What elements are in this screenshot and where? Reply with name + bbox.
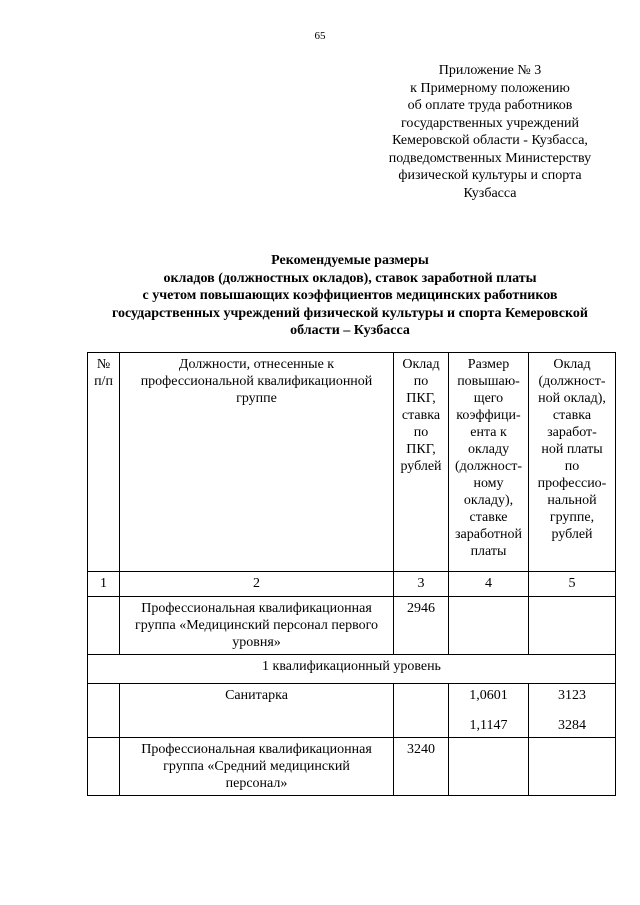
appendix-line: физической культуры и спорта: [398, 168, 582, 183]
group-name: Профессиональная квалификационная группа «Медицинский персонал первого уровня»: [120, 597, 394, 655]
column-number-row: [88, 572, 616, 597]
group-salary: 3240: [394, 738, 449, 796]
column-number: 2: [120, 572, 394, 597]
header-positions: Должности, отнесенные к профессиональной квалификационной группе: [120, 353, 394, 572]
group-salary: 2946: [394, 597, 449, 655]
column-number: 4: [449, 572, 529, 597]
header-final-salary: Оклад (должност- ной оклад), ставка заработ- ной платы по профессио- нальной группе, рублей: [529, 353, 616, 572]
salary-table: [87, 352, 616, 796]
column-number: 1: [88, 572, 120, 597]
appendix-line: подведомственных Министерству: [388, 150, 592, 166]
header-coefficient: Размер повышаю- щего коэффици- ента к окладу (должност- ному окладу), ставке заработной платы: [449, 353, 529, 572]
appendix-line: Приложение № 3: [438, 63, 542, 78]
title-line: области – Кузбасса: [290, 323, 410, 338]
table-row: [88, 684, 616, 738]
title-line: Рекомендуемые размеры: [271, 253, 429, 268]
appendix-line: Кемеровской области - Кузбасса,: [392, 133, 588, 148]
qualification-level: 1 квалификационный уровень: [88, 655, 616, 684]
appendix-line: к Примерному положению: [410, 80, 570, 96]
appendix-line: государственных учреждений: [401, 115, 579, 131]
appendix-line: Кузбасса: [463, 185, 517, 201]
title-line: окладов (должностных окладов), ставок заработной платы: [163, 270, 537, 286]
document-title: [80, 252, 620, 340]
table-row: [88, 597, 616, 655]
position-name: Санитарка: [120, 684, 394, 738]
title-line: государственных учреждений физической культуры и спорта Кемеровской: [112, 305, 588, 321]
group-name: Профессиональная квалификационная группа «Средний медицинский персонал»: [120, 738, 394, 796]
column-number: 3: [394, 572, 449, 597]
coefficient-values: 1,0601 1,1147: [449, 684, 529, 738]
title-line: с учетом повышающих коэффициентов медицинских работников: [142, 288, 558, 303]
appendix-line: об оплате труда работников: [407, 98, 573, 113]
header-number: № п/п: [88, 353, 120, 572]
column-number: 5: [529, 572, 616, 597]
salary-values: 3123 3284: [529, 684, 616, 738]
table-row: [88, 655, 616, 684]
table-header-row: [88, 353, 616, 572]
appendix-header: [368, 62, 612, 202]
page-number: 65: [314, 30, 326, 42]
header-pkg-salary: Оклад по ПКГ, ставка по ПКГ, рублей: [394, 353, 449, 572]
table-row: [88, 738, 616, 796]
